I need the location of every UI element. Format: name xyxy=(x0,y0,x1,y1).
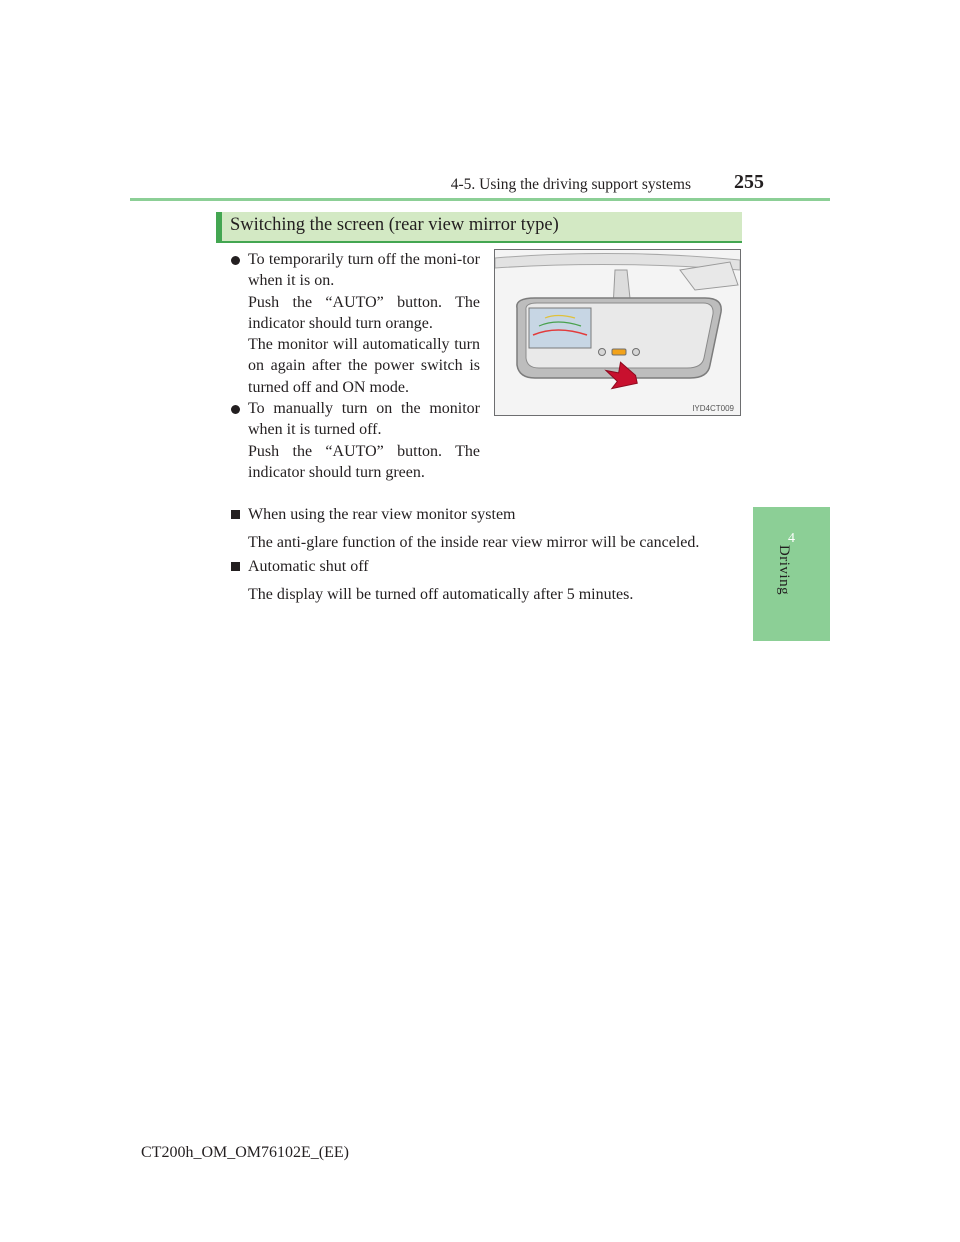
figure-code: IYD4CT009 xyxy=(692,404,734,413)
bullet-subtext: The monitor will automatically turn on again after the power switch is turned off and ON mode. xyxy=(248,336,480,396)
note-automatic-shut-off xyxy=(230,556,750,605)
bullet-item xyxy=(230,249,480,398)
note-heading xyxy=(230,504,750,525)
chapter-label: Driving xyxy=(776,544,792,596)
auto-button xyxy=(612,349,626,355)
header-title: 4-5. Using the driving support systems xyxy=(450,176,691,193)
note-rear-view-monitor xyxy=(230,504,750,553)
rear-view-mirror-illustration xyxy=(494,249,741,416)
note-heading xyxy=(230,556,750,577)
note-heading-text: When using the rear view monitor system xyxy=(248,506,516,523)
bullet-item xyxy=(230,398,480,483)
bullet-subtext: Push the “AUTO” button. The indicator should turn orange. xyxy=(248,293,480,332)
section-rule xyxy=(216,241,742,243)
header-rule xyxy=(130,198,830,201)
bullet-dot-icon xyxy=(231,405,240,414)
section-title: Switching the screen (rear view mirror type) xyxy=(230,215,559,235)
bullet-text: To manually turn on the monitor when it is turned off. xyxy=(248,400,480,439)
bullet-list xyxy=(230,249,480,483)
bullet-dot-icon xyxy=(231,256,240,265)
mirror-drawing xyxy=(495,250,740,415)
section-header xyxy=(216,212,742,241)
footer-code: CT200h_OM_OM76102E_(EE) xyxy=(141,1144,349,1161)
square-bullet-icon xyxy=(231,510,240,519)
bullet-subtext: Push the “AUTO” button. The indicator should turn green. xyxy=(248,442,480,481)
note-body: The display will be turned off automatically after 5 minutes. xyxy=(248,586,634,603)
note-heading-text: Automatic shut off xyxy=(248,558,369,575)
note-body: The anti-glare function of the inside rear view mirror will be canceled. xyxy=(248,534,700,551)
bullet-text: To temporarily turn off the moni-tor when it is on. xyxy=(248,251,480,290)
page-number: 255 xyxy=(734,171,764,193)
monitor-screen xyxy=(529,308,591,348)
chapter-number: 4 xyxy=(788,531,795,546)
square-bullet-icon xyxy=(231,562,240,571)
